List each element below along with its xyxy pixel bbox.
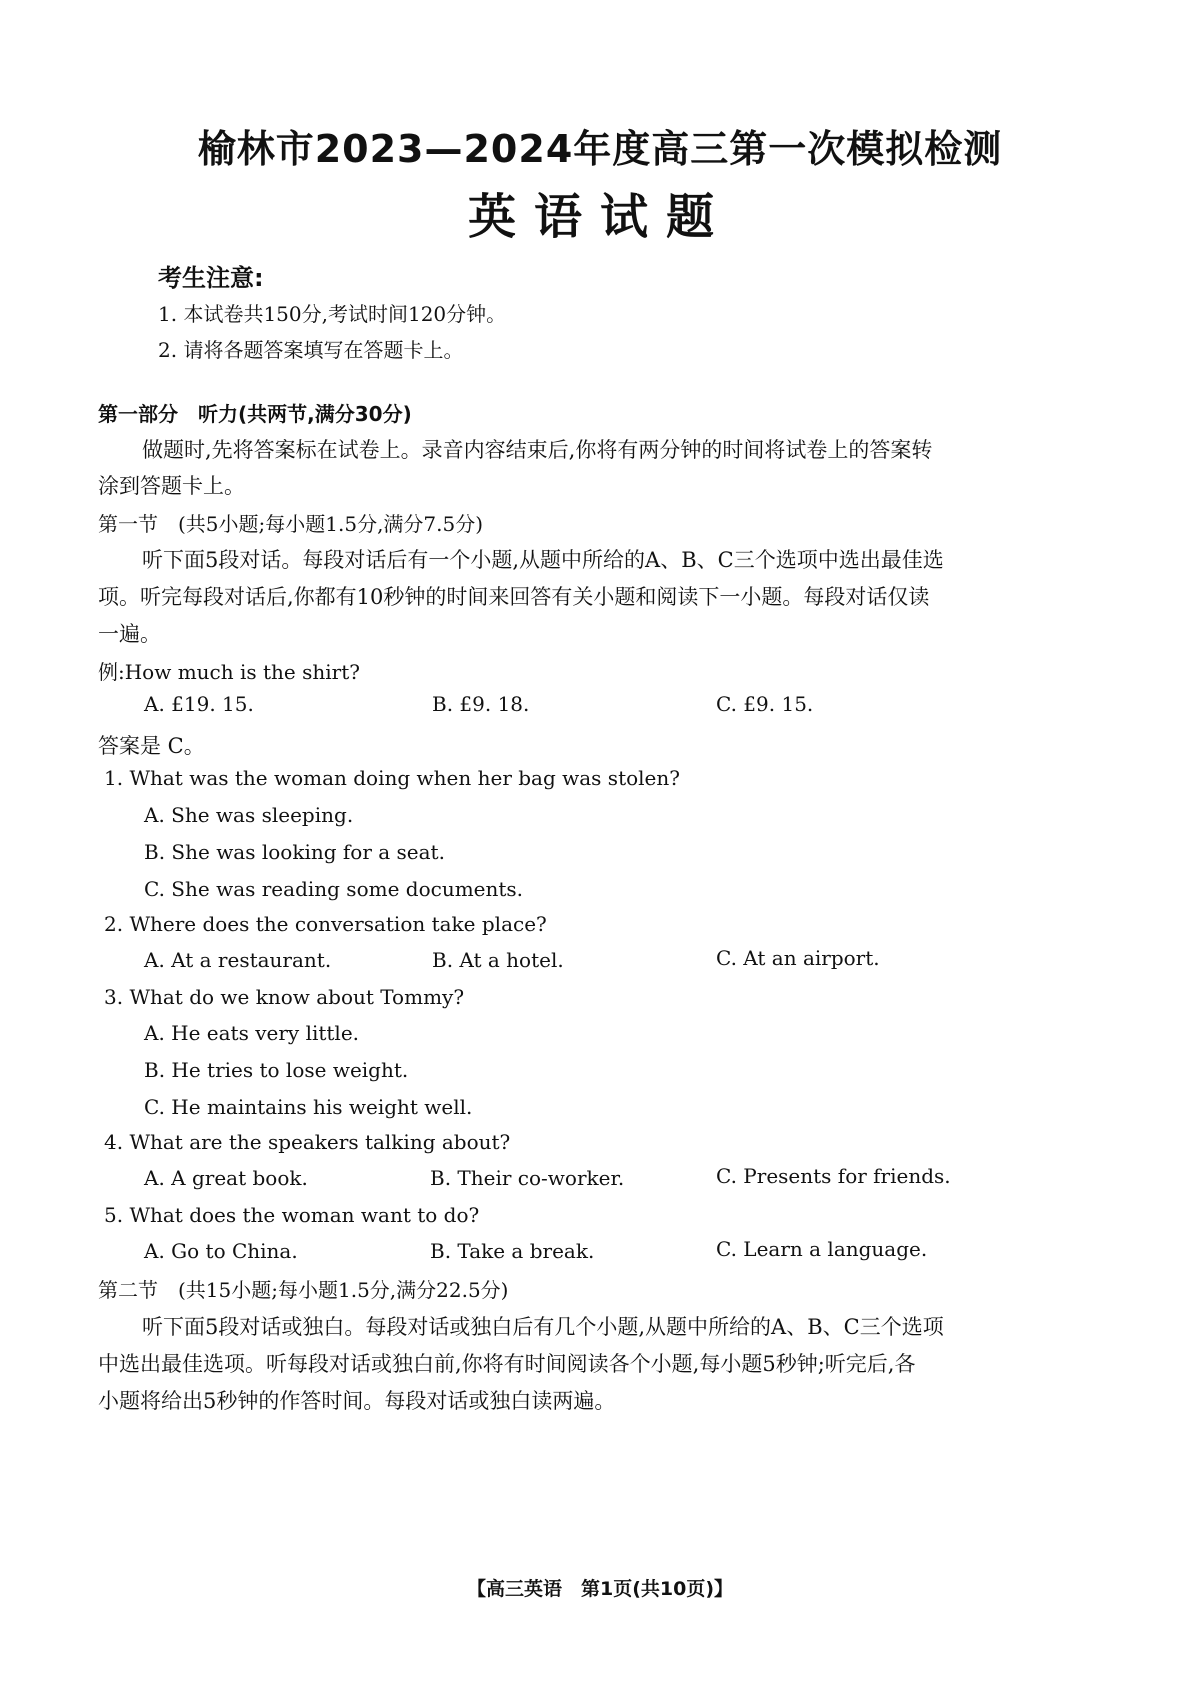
question-option: C. Learn a language. xyxy=(716,1237,928,1261)
example-option: A. £19. 15. xyxy=(144,692,254,716)
example-option: B. £9. 18. xyxy=(432,692,530,716)
question-option: C. She was reading some documents. xyxy=(144,877,524,901)
question-option: A. At a restaurant. xyxy=(144,948,332,972)
question-option: B. Take a break. xyxy=(430,1239,595,1263)
question-stem: 4. What are the speakers talking about? xyxy=(104,1130,511,1154)
section1-instructions: 一遍。 xyxy=(98,622,161,646)
example-option: C. £9. 15. xyxy=(716,692,814,716)
section2-instructions: 小题将给出5秒钟的作答时间。每段对话或独白读两遍。 xyxy=(98,1389,616,1413)
part1-intro: 涂到答题卡上。 xyxy=(98,474,245,498)
section2-instructions: 听下面5段对话或独白。每段对话或独白后有几个小题,从题中所给的A、B、C三个选项 xyxy=(142,1315,944,1339)
part1-title: 第一部分 听力(共两节,满分30分) xyxy=(98,402,412,426)
question-option: A. He eats very little. xyxy=(144,1021,360,1045)
part1-intro: 做题时,先将答案标在试卷上。录音内容结束后,你将有两分钟的时间将试卷上的答案转 xyxy=(142,438,933,462)
question-option: C. He maintains his weight well. xyxy=(144,1095,473,1119)
question-option: C. At an airport. xyxy=(716,946,880,970)
page-footer: 【高三英语 第1页(共10页)】 xyxy=(466,1578,734,1600)
section1-title: 第一节 (共5小题;每小题1.5分,满分7.5分) xyxy=(98,512,484,536)
question-option: B. At a hotel. xyxy=(432,948,564,972)
section2-instructions: 中选出最佳选项。听每段对话或独白前,你将有时间阅读各个小题,每小题5秒钟;听完后,各 xyxy=(98,1352,916,1376)
exam-title: 榆林市2023—2024年度高三第一次模拟检测 xyxy=(197,127,1003,171)
section1-instructions: 项。听完每段对话后,你都有10秒钟的时间来回答有关小题和阅读下一小题。每段对话仅读 xyxy=(98,585,930,609)
notice-item: 2. 请将各题答案填写在答题卡上。 xyxy=(158,338,464,362)
notice-heading: 考生注意: xyxy=(158,264,264,292)
example-question: 例:How much is the shirt? xyxy=(98,660,360,684)
question-option: B. She was looking for a seat. xyxy=(144,840,445,864)
question-stem: 3. What do we know about Tommy? xyxy=(104,985,465,1009)
subject-title: 英语试题 xyxy=(467,189,732,245)
section2-title: 第二节 (共15小题;每小题1.5分,满分22.5分) xyxy=(98,1278,509,1302)
section1-instructions: 听下面5段对话。每段对话后有一个小题,从题中所给的A、B、C三个选项中选出最佳选 xyxy=(142,548,944,572)
question-option: A. A great book. xyxy=(144,1166,308,1190)
question-option: A. She was sleeping. xyxy=(144,803,354,827)
question-stem: 5. What does the woman want to do? xyxy=(104,1203,480,1227)
question-option: B. He tries to lose weight. xyxy=(144,1058,409,1082)
question-option: A. Go to China. xyxy=(144,1239,298,1263)
question-option: C. Presents for friends. xyxy=(716,1164,951,1188)
notice-item: 1. 本试卷共150分,考试时间120分钟。 xyxy=(158,302,507,326)
example-answer: 答案是 C。 xyxy=(98,734,205,758)
question-option: B. Their co-worker. xyxy=(430,1166,625,1190)
question-stem: 1. What was the woman doing when her bag was stolen? xyxy=(104,766,680,790)
question-stem: 2. Where does the conversation take place? xyxy=(104,912,547,936)
